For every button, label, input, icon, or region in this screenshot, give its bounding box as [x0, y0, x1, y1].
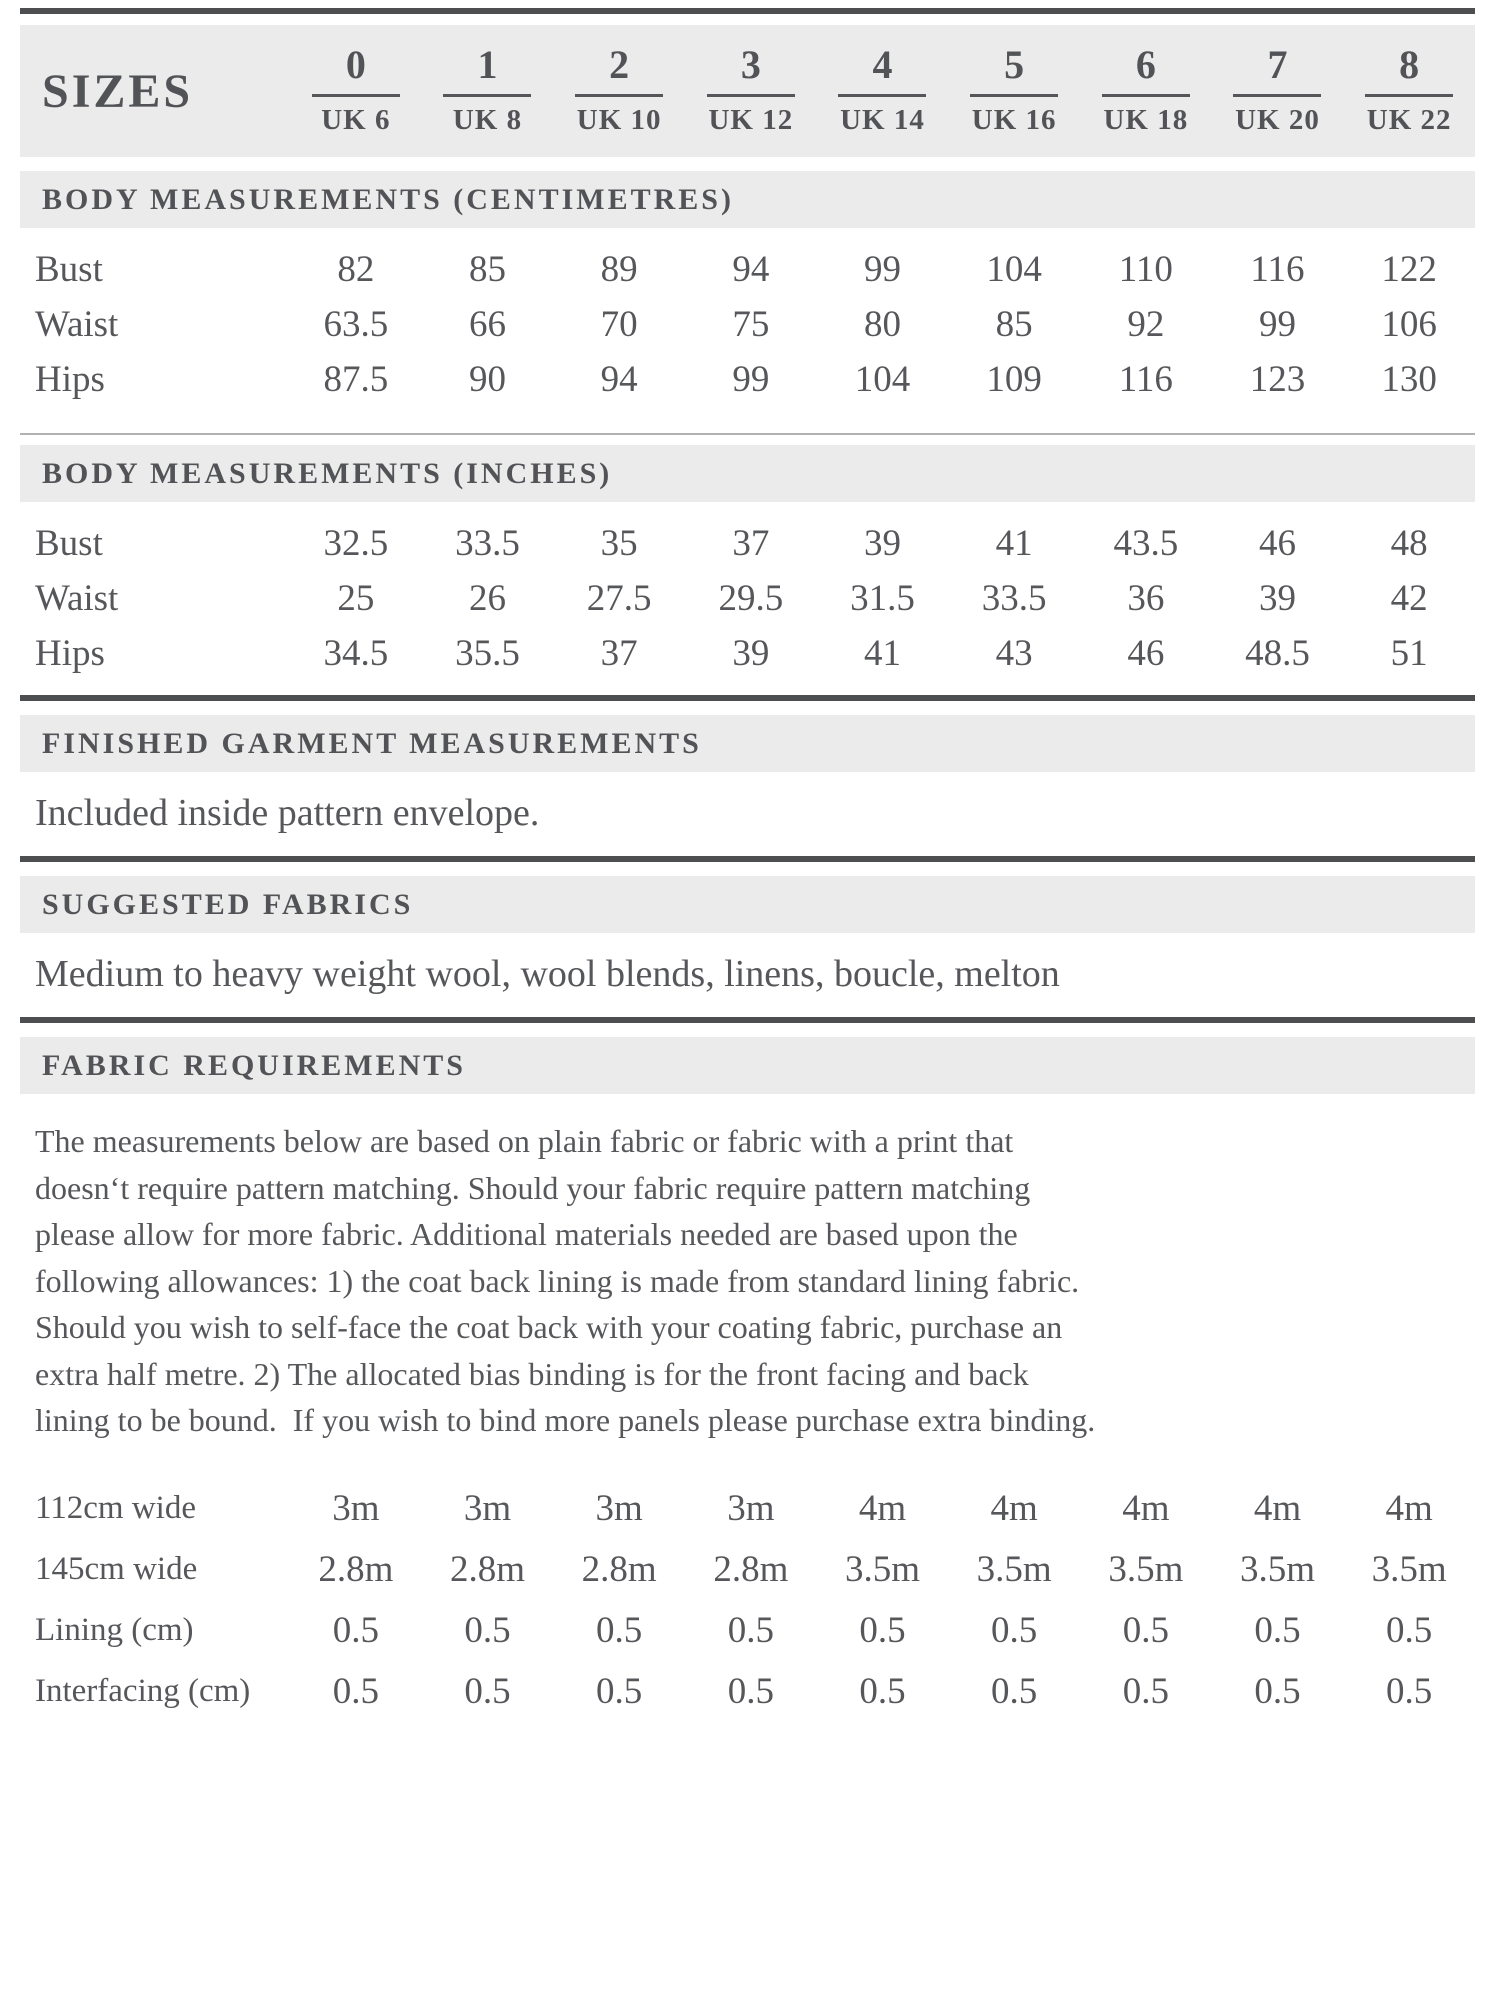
- cell-value: 99: [1258, 304, 1296, 345]
- paragraph-line: following allowances: 1) the coat back lining is made from standard lining fabric.: [35, 1262, 1080, 1299]
- cell-value: 3m: [463, 1487, 512, 1529]
- cell-value: 2.8m: [713, 1548, 789, 1590]
- section-title-centimetres: BODY MEASUREMENTS (CENTIMETRES): [42, 182, 734, 216]
- row-label: 145cm wide: [35, 1550, 198, 1587]
- uk-size-label: UK 22: [1366, 104, 1452, 136]
- cell-value: 99: [732, 359, 770, 400]
- cell-value: 66: [468, 304, 506, 345]
- cell-value: 34.5: [323, 633, 389, 674]
- cell-value: 29.5: [718, 578, 784, 619]
- cell-value: 43.5: [1113, 523, 1179, 564]
- suggested-fabrics-text: Medium to heavy weight wool, wool blends, linens, boucle, melton: [35, 953, 1060, 995]
- cell-value: 35.5: [455, 633, 520, 674]
- size-column: [553, 42, 685, 137]
- cell-value: 94: [732, 249, 770, 290]
- size-underline: [575, 94, 663, 97]
- paragraph-line: doesn‘t require pattern matching. Should your fabric require pattern matching: [35, 1169, 1031, 1206]
- paragraph-line: The measurements below are based on plain fabric or fabric with a print that: [35, 1123, 1014, 1159]
- cell-value: 0.5: [1122, 1609, 1169, 1651]
- cell-value: 41: [863, 633, 901, 674]
- cell-value: 48: [1390, 523, 1428, 564]
- section-bar-suggested-fabrics: [20, 876, 1475, 933]
- cell-value: 92: [1127, 304, 1165, 345]
- cell-value: 3m: [332, 1487, 380, 1529]
- size-underline: [707, 94, 795, 97]
- size-number: 6: [1135, 42, 1156, 87]
- size-underline: [970, 94, 1058, 97]
- cell-value: 0.5: [1254, 1609, 1301, 1651]
- section-bar-fabric-requirements: [20, 1037, 1475, 1094]
- size-number: 1: [477, 42, 498, 87]
- cell-value: 3m: [595, 1487, 643, 1529]
- cell-value: 122: [1381, 249, 1437, 290]
- size-column: [948, 42, 1080, 137]
- cell-value: 0.5: [1254, 1670, 1301, 1712]
- paragraph-line: please allow for more fabric. Additional materials needed are based upon the: [35, 1216, 1018, 1252]
- uk-size-label: UK 8: [452, 104, 523, 136]
- table-row: [20, 1661, 1475, 1722]
- table-row: [20, 626, 1475, 681]
- cell-value: 0.5: [1386, 1670, 1433, 1712]
- cell-value: 0.5: [596, 1670, 643, 1712]
- cell-value: 2.8m: [449, 1548, 525, 1590]
- cell-value: 4m: [1122, 1487, 1170, 1529]
- cell-value: 4m: [1253, 1487, 1302, 1529]
- cell-value: 0.5: [727, 1670, 774, 1712]
- cell-value: 42: [1390, 578, 1428, 619]
- cell-value: 43: [995, 633, 1033, 674]
- section-title-inches: BODY MEASUREMENTS (INCHES): [42, 456, 613, 490]
- cell-value: 0.5: [1386, 1609, 1433, 1651]
- section-title-suggested-fabrics: SUGGESTED FABRICS: [42, 887, 414, 921]
- sizes-header-bar: [20, 25, 1475, 157]
- size-column: [1343, 42, 1475, 137]
- cell-value: 130: [1381, 359, 1437, 400]
- cell-value: 0.5: [859, 1609, 906, 1651]
- cell-value: 37: [600, 633, 638, 674]
- size-underline: [1365, 94, 1453, 97]
- row-label: Waist: [35, 578, 119, 619]
- centimetres-rows: [20, 242, 1475, 407]
- cell-value: 51: [1390, 633, 1428, 674]
- cell-value: 0.5: [991, 1670, 1038, 1712]
- paragraph-line: Should you wish to self-face the coat back with your coating fabric, purchase an: [35, 1309, 1063, 1345]
- cell-value: 87.5: [323, 359, 389, 400]
- row-label: Waist: [35, 304, 119, 345]
- size-column: [685, 42, 817, 137]
- cell-value: 2.8m: [581, 1548, 657, 1590]
- uk-size-label: UK 6: [321, 104, 391, 136]
- row-label: Bust: [35, 249, 103, 290]
- cell-value: 116: [1250, 249, 1305, 290]
- paragraph-line: lining to be bound. If you wish to bind more panels please purchase extra binding.: [35, 1402, 1096, 1438]
- row-label: Hips: [35, 633, 105, 674]
- table-row: [20, 1539, 1475, 1600]
- cell-value: 4m: [1385, 1487, 1433, 1529]
- cell-value: 0.5: [596, 1609, 643, 1651]
- cell-value: 104: [986, 249, 1042, 290]
- uk-size-label: UK 14: [840, 104, 925, 136]
- cell-value: 0.5: [464, 1609, 511, 1651]
- cell-value: 0.5: [991, 1609, 1038, 1651]
- cell-value: 4m: [858, 1487, 907, 1529]
- size-underline: [1233, 94, 1321, 97]
- size-chart-page: [20, 8, 1475, 1722]
- uk-size-label: UK 12: [708, 104, 794, 136]
- cell-value: 0.5: [727, 1609, 774, 1651]
- cell-value: 39: [1258, 578, 1296, 619]
- size-number: 5: [1004, 42, 1025, 87]
- cell-value: 116: [1118, 359, 1173, 400]
- inches-rows: [20, 516, 1475, 681]
- table-row: [20, 1600, 1475, 1661]
- size-column: [422, 42, 554, 137]
- row-label: Lining (cm): [35, 1611, 194, 1648]
- section-title-fabric-requirements: FABRIC REQUIREMENTS: [42, 1048, 466, 1082]
- cell-value: 33.5: [981, 578, 1047, 619]
- cell-value: 33.5: [455, 523, 520, 564]
- table-row: [20, 516, 1475, 571]
- cell-value: 41: [995, 523, 1033, 564]
- cell-value: 0.5: [332, 1609, 379, 1651]
- top-rule: [20, 8, 1475, 14]
- cell-value: 3.5m: [1239, 1548, 1315, 1590]
- row-label: 112cm wide: [35, 1489, 196, 1526]
- section-bar-inches: [20, 445, 1475, 502]
- size-column: [290, 42, 422, 137]
- cell-value: 63.5: [323, 304, 389, 345]
- section-bar-finished-garment: [20, 715, 1475, 772]
- uk-size-label: UK 16: [971, 104, 1057, 136]
- cell-value: 0.5: [464, 1670, 511, 1712]
- cell-value: 75: [732, 304, 770, 345]
- uk-size-label: UK 20: [1235, 104, 1320, 136]
- row-label: Interfacing (cm): [35, 1672, 251, 1709]
- size-number: 2: [609, 42, 630, 87]
- cell-value: 48.5: [1245, 633, 1310, 674]
- row-label: Bust: [35, 523, 103, 564]
- cell-value: 110: [1118, 249, 1173, 290]
- cell-value: 123: [1249, 359, 1306, 400]
- cell-value: 36: [1127, 578, 1165, 619]
- cell-value: 25: [337, 578, 375, 619]
- cell-value: 0.5: [332, 1670, 379, 1712]
- table-row: [20, 571, 1475, 626]
- cell-value: 39: [732, 633, 770, 674]
- cell-value: 2.8m: [318, 1548, 394, 1590]
- cell-value: 85: [468, 249, 506, 290]
- table-row: [20, 242, 1475, 297]
- section-bar-centimetres: [20, 171, 1475, 228]
- paragraph-line: extra half metre. 2) The allocated bias binding is for the front facing and back: [35, 1355, 1029, 1392]
- cell-value: 80: [863, 304, 901, 345]
- size-number: 4: [872, 42, 893, 87]
- cell-value: 0.5: [1122, 1670, 1169, 1712]
- cell-value: 27.5: [586, 578, 652, 619]
- table-row: [20, 1478, 1475, 1539]
- cell-value: 4m: [990, 1487, 1038, 1529]
- cell-value: 3.5m: [1108, 1548, 1184, 1590]
- fabric-requirements-paragraph: [20, 1094, 1475, 1444]
- cell-value: 90: [468, 359, 506, 400]
- cell-value: 99: [863, 249, 901, 290]
- cell-value: 32.5: [323, 523, 389, 564]
- row-label: Hips: [35, 359, 105, 400]
- uk-size-label: UK 10: [576, 104, 662, 136]
- size-number: 8: [1399, 42, 1420, 87]
- size-number: 0: [345, 42, 366, 87]
- cell-value: 106: [1381, 304, 1437, 345]
- cell-value: 0.5: [859, 1670, 906, 1712]
- cell-value: 82: [337, 249, 375, 290]
- size-underline: [838, 94, 926, 97]
- size-underline: [443, 94, 531, 97]
- cell-value: 70: [600, 304, 638, 345]
- section-title-finished-garment: FINISHED GARMENT MEASUREMENTS: [42, 726, 702, 760]
- cell-value: 3m: [727, 1487, 775, 1529]
- cell-value: 46: [1127, 633, 1165, 674]
- size-column: [1212, 42, 1344, 137]
- uk-size-label: UK 18: [1103, 104, 1189, 136]
- cell-value: 35: [600, 523, 638, 564]
- cell-value: 37: [732, 523, 770, 564]
- size-underline: [312, 94, 400, 97]
- cell-value: 89: [600, 249, 638, 290]
- cell-value: 46: [1258, 523, 1296, 564]
- cell-value: 31.5: [850, 578, 915, 619]
- table-row: [20, 352, 1475, 407]
- cell-value: 85: [995, 304, 1033, 345]
- cell-value: 3.5m: [1371, 1548, 1447, 1590]
- size-number: 7: [1267, 42, 1288, 87]
- sizes-title: SIZES: [42, 64, 194, 118]
- table-row: [20, 297, 1475, 352]
- cell-value: 39: [863, 523, 901, 564]
- fabric-requirements-rows: [20, 1478, 1475, 1722]
- finished-garment-text: Included inside pattern envelope.: [35, 792, 540, 834]
- size-column: [1080, 42, 1212, 137]
- cell-value: 94: [600, 359, 638, 400]
- cell-value: 104: [854, 359, 911, 400]
- size-column: [817, 42, 949, 137]
- cell-value: 3.5m: [976, 1548, 1052, 1590]
- cell-value: 109: [986, 359, 1042, 400]
- cell-value: 26: [468, 578, 506, 619]
- size-underline: [1102, 94, 1190, 97]
- size-number: 3: [740, 42, 761, 87]
- cell-value: 3.5m: [844, 1548, 920, 1590]
